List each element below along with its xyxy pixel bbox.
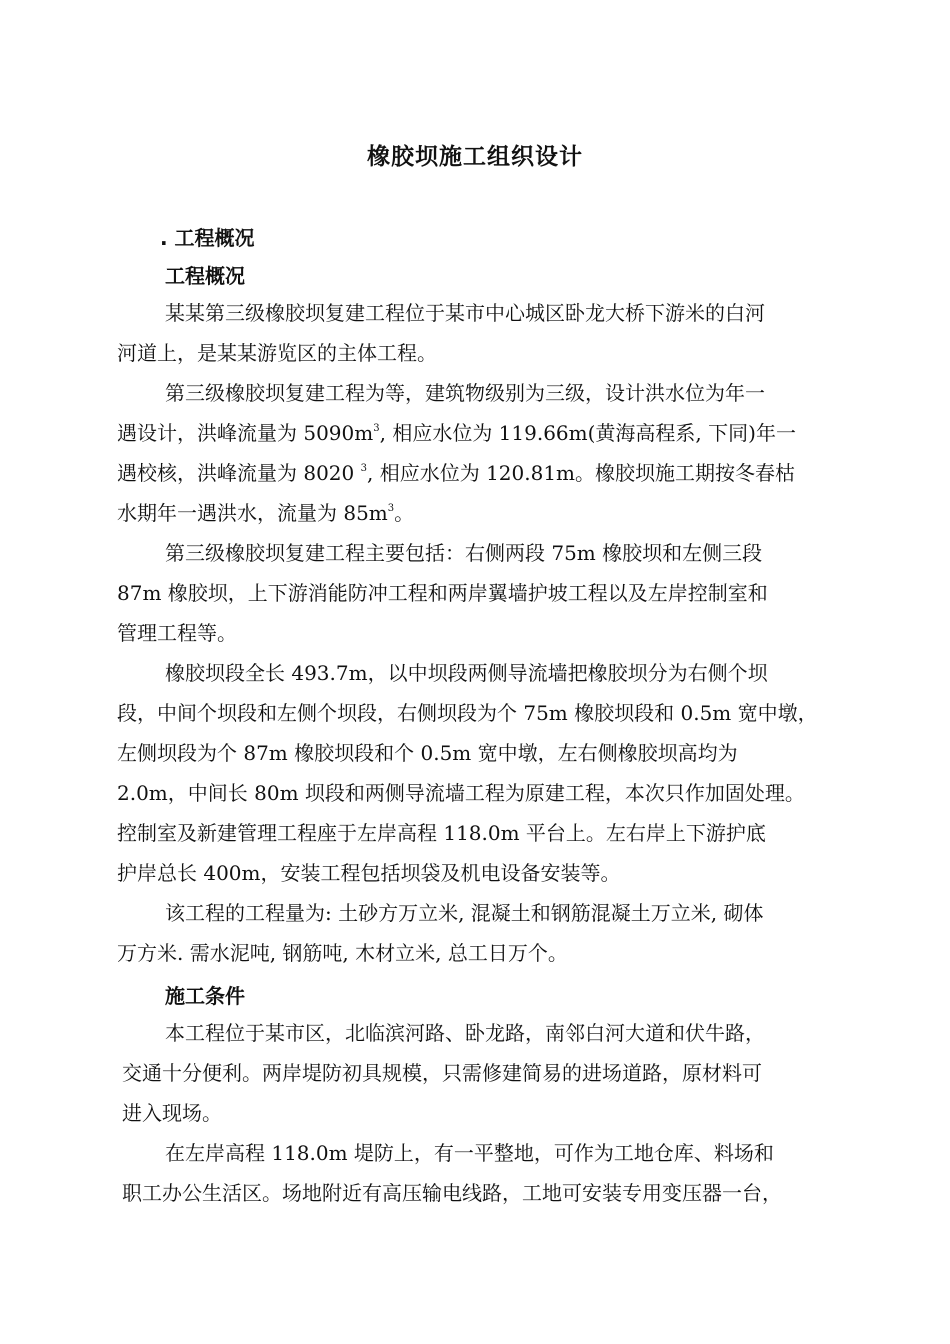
paragraph-7-line-2: 职工办公生活区。场地附近有高压输电线路，工地可安装专用变压器一台， — [122, 1181, 782, 1205]
paragraph-4-line-2: 段，中间个坝段和左侧个坝段，右侧坝段为个 75m 橡胶坝段和 0.5m 宽中墩， — [117, 701, 818, 725]
paragraph-2-line-4 — [117, 500, 414, 526]
paragraph-3-line-1: 第三级橡胶坝复建工程主要包括：右侧两段 75m 橡胶坝和左侧三段 — [165, 541, 763, 565]
paragraph-1-line-1: 某某第三级橡胶坝复建工程位于某市中心城区卧龙大桥下游米的白河 — [165, 301, 765, 325]
paragraph-2-line-1: 第三级橡胶坝复建工程为等，建筑物级别为三级，设计洪水位为年一 — [165, 381, 765, 405]
paragraph-5-line-2: 万方米. 需水泥吨, 钢筋吨, 木材立米, 总工日万个。 — [117, 941, 568, 965]
paragraph-6-line-1: 本工程位于某市区，北临滨河路、卧龙路，南邻白河大道和伏牛路， — [165, 1021, 765, 1045]
paragraph-2-line-3 — [117, 460, 795, 486]
paragraph-2-line-3-text-b: , 相应水位为 120.81m。橡胶坝施工期按冬春枯 — [367, 461, 796, 485]
paragraph-4-line-6: 护岸总长 400m，安装工程包括坝袋及机电设备安装等。 — [117, 861, 621, 885]
paragraph-4-line-3: 左侧坝段为个 87m 橡胶坝段和个 0.5m 宽中墩，左右侧橡胶坝高均为 — [117, 741, 738, 765]
superscript-cubic: 3 — [360, 463, 367, 474]
paragraph-1-line-2: 河道上，是某某游览区的主体工程。 — [117, 341, 437, 365]
subsection-heading-conditions: 施工条件 — [165, 984, 245, 1008]
document-title: 橡胶坝施工组织设计 — [367, 144, 583, 170]
paragraph-4-line-4: 2.0m，中间长 80m 坝段和两侧导流墙工程为原建工程，本次只作加固处理。 — [117, 781, 805, 805]
paragraph-2-line-3-text-a: 遇校核，洪峰流量为 8020 — [117, 461, 361, 485]
superscript-cubic: 3 — [387, 503, 395, 514]
paragraph-6-line-2: 交通十分便利。两岸堤防初具规模，只需修建简易的进场道路，原材料可 — [122, 1061, 762, 1085]
paragraph-2-line-2-text-a: 遇设计，洪峰流量为 5090m — [117, 421, 374, 445]
paragraph-7-line-1: 在左岸高程 118.0m 堤防上，有一平整地，可作为工地仓库、料场和 — [165, 1141, 774, 1165]
paragraph-2-line-4-text-b: 。 — [394, 501, 415, 525]
paragraph-4-line-5: 控制室及新建管理工程座于左岸高程 118.0m 平台上。左右岸上下游护底 — [117, 821, 766, 845]
paragraph-6-line-3: 进入现场。 — [122, 1101, 222, 1125]
superscript-cubic: 3 — [373, 423, 380, 434]
paragraph-2-line-2 — [117, 420, 796, 446]
paragraph-2-line-2-text-b: , 相应水位为 119.66m(黄海高程系, 下同)年一 — [379, 421, 796, 445]
paragraph-3-line-3: 管理工程等。 — [117, 621, 237, 645]
paragraph-3-line-2: 87m 橡胶坝，上下游消能防冲工程和两岸翼墙护坡工程以及左岸控制室和 — [117, 581, 768, 605]
paragraph-2-line-4-text-a: 水期年一遇洪水，流量为 85m — [117, 501, 388, 525]
subsection-heading-overview: 工程概况 — [165, 264, 245, 288]
section-heading-overview: . 工程概况 — [160, 226, 255, 250]
paragraph-4-line-1: 橡胶坝段全长 493.7m，以中坝段两侧导流墙把橡胶坝分为右侧个坝 — [165, 661, 768, 685]
paragraph-5-line-1: 该工程的工程量为: 土砂方万立米, 混凝土和钢筋混凝土万立米, 砌体 — [165, 901, 764, 925]
